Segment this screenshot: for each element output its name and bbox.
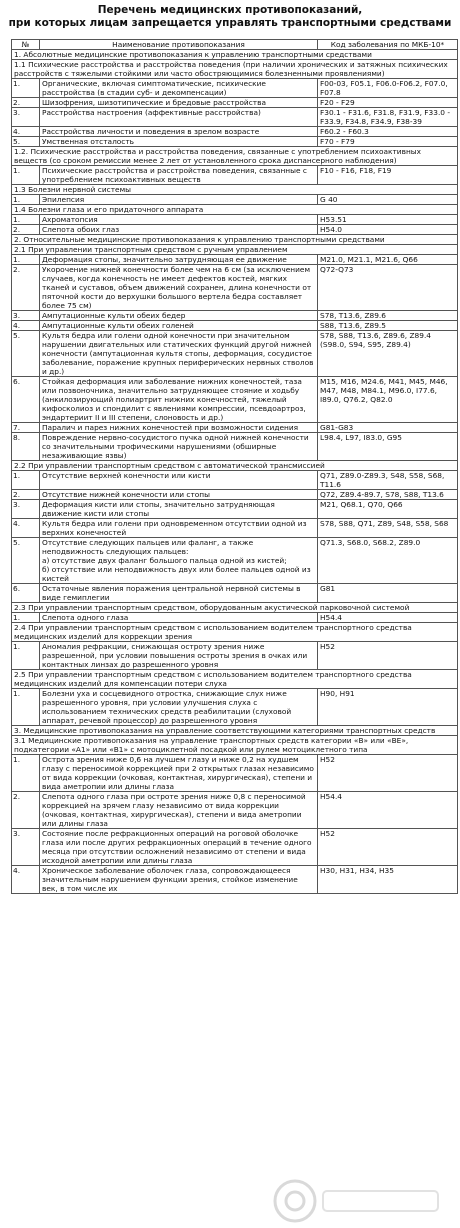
- row-number: 2.: [12, 265, 40, 311]
- icd-code: S88, T13.6, Z89.5: [318, 321, 458, 331]
- table-row: [12, 127, 458, 137]
- table-row: [12, 423, 458, 433]
- table-row: [12, 755, 458, 792]
- contraindication-name: Слепота одного глаза: [40, 613, 318, 623]
- table-row: [12, 613, 458, 623]
- section-row: [12, 185, 458, 195]
- icd-code: M15, M16, M24.6, M41, M45, M46, M47, M48, M84.1, M96.0, I77.6, I89.0, Q76.2, Q82.0: [318, 377, 458, 423]
- table-row: [12, 166, 458, 185]
- row-number: 4.: [12, 321, 40, 331]
- section-heading: 3.1 Медицинские противопоказания на управление транспортных средств категории «В» или «ВЕ», подкатегории «А1» или «В1» с мотоциклетной посадкой или рулем мотоциклетного типа: [12, 736, 458, 755]
- row-number: 2.: [12, 225, 40, 235]
- icd-code: F30.1 - F31.6, F31.8, F31.9, F33.0 - F33.9, F34.8, F34.9, F38-39: [318, 108, 458, 127]
- row-number: 1.: [12, 215, 40, 225]
- table-row: [12, 500, 458, 519]
- row-number: 6.: [12, 584, 40, 603]
- contraindication-name: Паралич и парез нижних конечностей при возможности сидения: [40, 423, 318, 433]
- contraindication-name: Психические расстройства и расстройства поведения, связанные с употреблением психоактивных веществ: [40, 166, 318, 185]
- icd-code: F00-03, F05.1, F06.0-F06.2, F07.0, F07.8: [318, 79, 458, 98]
- table-row: [12, 321, 458, 331]
- row-number: 1.: [12, 755, 40, 792]
- contraindication-name: Расстройства личности и поведения в зрелом возрасте: [40, 127, 318, 137]
- column-header-code: Код заболевания по МКБ-10*: [318, 40, 458, 50]
- icd-code: Q71, Z89.0-Z89.3, S48, S58, S68, T11.6: [318, 471, 458, 490]
- row-number: 3.: [12, 500, 40, 519]
- contraindication-name: Слепота обоих глаз: [40, 225, 318, 235]
- icd-code: Q72, Z89.4-89.7, S78, S88, T13.6: [318, 490, 458, 500]
- section-row: [12, 60, 458, 79]
- row-number: 5.: [12, 331, 40, 377]
- section-heading: 2.3 При управлении транспортным средством, оборудованным акустической парковочной системой: [12, 603, 458, 613]
- icd-code: S78, S88, Q71, Z89, S48, S58, S68: [318, 519, 458, 538]
- table-row: [12, 98, 458, 108]
- table-row: [12, 471, 458, 490]
- table-row: [12, 377, 458, 423]
- contraindication-name: Ахроматопсия: [40, 215, 318, 225]
- contraindication-name: Состояние после рефракционных операций на роговой оболочке глаза или после других рефракционных операций в течение одного месяца при отсутствии осложнений независимо от степени и вида исходной аметропии или длины глаза: [40, 829, 318, 866]
- section-heading: 2.5 При управлении транспортным средством с использованием водителем транспортного средства медицинских изделий для компенсации потери слуха: [12, 670, 458, 689]
- section-row: [12, 726, 458, 736]
- table-row: [12, 689, 458, 726]
- icd-code: H54.4: [318, 613, 458, 623]
- title-line-1: Перечень медицинских противопоказаний,: [97, 4, 363, 16]
- section-row: [12, 235, 458, 245]
- section-row: [12, 603, 458, 613]
- row-number: 6.: [12, 377, 40, 423]
- watermark-logo: [271, 1177, 446, 1225]
- table-body: [12, 50, 458, 894]
- table-row: [12, 584, 458, 603]
- table-row: [12, 331, 458, 377]
- section-heading: 3. Медицинские противопоказания на управление соответствующими категориями транспортных средств: [12, 726, 458, 736]
- section-row: [12, 461, 458, 471]
- icd-code: G 40: [318, 195, 458, 205]
- row-number: 1.: [12, 689, 40, 726]
- table-row: [12, 255, 458, 265]
- icd-code: H30, H31, H34, H35: [318, 866, 458, 894]
- row-number: 3.: [12, 108, 40, 127]
- icd-code: F60.2 - F60.3: [318, 127, 458, 137]
- table-row: [12, 137, 458, 147]
- row-number: 1.: [12, 195, 40, 205]
- icd-code: H52: [318, 755, 458, 792]
- icd-code: H52: [318, 642, 458, 670]
- icd-code: F20 - F29: [318, 98, 458, 108]
- table-row: [12, 433, 458, 461]
- row-number: 5.: [12, 538, 40, 584]
- table-row: [12, 642, 458, 670]
- row-number: 1.: [12, 166, 40, 185]
- contraindication-name: Острота зрения ниже 0,6 на лучшем глазу и ниже 0,2 на худшем глазу с переносимой коррекцией при 2 открытых глазах независимо от вида коррекции (очковая, контактная, хирургическая), степени и вида аметропии или длины глаза: [40, 755, 318, 792]
- contraindication-name: Культя бедра или голени при одновременном отсутствии одной из верхних конечностей: [40, 519, 318, 538]
- column-header-number: №: [12, 40, 40, 50]
- table-row: [12, 792, 458, 829]
- contraindication-name: Культя бедра или голени одной конечности при значительном нарушении двигательных или статических функций другой нижней конечности (ампутационная культя стопы, деформация, сосудистое заболевание, поражение крупных периферических нервных стволов и др.): [40, 331, 318, 377]
- row-number: 4.: [12, 519, 40, 538]
- section-row: [12, 245, 458, 255]
- contraindications-table: [11, 39, 458, 894]
- row-number: 2.: [12, 792, 40, 829]
- contraindication-name: Остаточные явления поражения центральной нервной системы в виде гемиплегии: [40, 584, 318, 603]
- contraindication-name: Болезни уха и сосцевидного отростка, снижающие слух ниже разрешенного уровня, при условии улучшения слуха с использованием технических средств реабилитации (слуховой аппарат, речевой процессор) до разрешенного уровня: [40, 689, 318, 726]
- icd-code: L98.4, L97, I83.0, G95: [318, 433, 458, 461]
- table-row: [12, 265, 458, 311]
- table-header-row: [12, 40, 458, 50]
- icd-code: H90, H91: [318, 689, 458, 726]
- section-heading: 1.1 Психические расстройства и расстройства поведения (при наличии хронических и затяжных психических расстройств с тяжелыми стойкими или часто обостряющимися болезненными проявлениями): [12, 60, 458, 79]
- section-heading: 1.3 Болезни нервной системы: [12, 185, 458, 195]
- watermark-graphic: [271, 1177, 446, 1225]
- row-number: 2.: [12, 98, 40, 108]
- icd-code: S78, S88, T13.6, Z89.6, Z89.4 (S98.0, S94, S95, Z89.4): [318, 331, 458, 377]
- contraindication-name: Отсутствие следующих пальцев или фаланг, а также неподвижность следующих пальцев: а) отсутствие двух фаланг большого пальца одной из кистей; б) отсутствие или неподвижность двух или более пальцев одной из кистей: [40, 538, 318, 584]
- table-row: [12, 195, 458, 205]
- section-row: [12, 147, 458, 166]
- table-row: [12, 225, 458, 235]
- icd-code: M21, Q68.1, Q70, Q66: [318, 500, 458, 519]
- row-number: 7.: [12, 423, 40, 433]
- section-heading: 2.1 При управлении транспортным средством с ручным управлением: [12, 245, 458, 255]
- icd-code: G81: [318, 584, 458, 603]
- table-row: [12, 519, 458, 538]
- row-number: 2.: [12, 490, 40, 500]
- row-number: 8.: [12, 433, 40, 461]
- contraindication-name: Слепота одного глаза при остроте зрения ниже 0,8 с переносимой коррекцией на зрячем глазу независимо от вида коррекции (очковая, контактная, хирургическая), степени и вида аметропии или длины глаза: [40, 792, 318, 829]
- contraindication-name: Повреждение нервно-сосудистого пучка одной нижней конечности со значительными трофическими нарушениями (обширные незаживающие язвы): [40, 433, 318, 461]
- section-heading: 1.4 Болезни глаза и его придаточного аппарата: [12, 205, 458, 215]
- row-number: 1.: [12, 255, 40, 265]
- row-number: 4.: [12, 127, 40, 137]
- table-row: [12, 829, 458, 866]
- row-number: 3.: [12, 829, 40, 866]
- row-number: 1.: [12, 642, 40, 670]
- contraindication-name: Отсутствие нижней конечности или стопы: [40, 490, 318, 500]
- section-row: [12, 736, 458, 755]
- contraindication-name: Умственная отсталость: [40, 137, 318, 147]
- icd-code: S78, T13.6, Z89.6: [318, 311, 458, 321]
- contraindication-name: Органические, включая симптоматические, психические расстройства (в стадии суб- и декомпенсации): [40, 79, 318, 98]
- icd-code: H54.0: [318, 225, 458, 235]
- contraindication-name: Аномалия рефракции, снижающая остроту зрения ниже разрешенной, при условии повышения остроты зрения в очках или контактных линзах до разрешенного уровня: [40, 642, 318, 670]
- section-heading: 2.2 При управлении транспортным средством с автоматической трансмиссией: [12, 461, 458, 471]
- row-number: 4.: [12, 866, 40, 894]
- document-title: [0, 0, 460, 30]
- section-heading: 1. Абсолютные медицинские противопоказания к управлению транспортными средствами: [12, 50, 458, 60]
- section-heading: 2. Относительные медицинские противопоказания к управлению транспортными средствами: [12, 235, 458, 245]
- row-number: 1.: [12, 471, 40, 490]
- contraindication-name: Эпилепсия: [40, 195, 318, 205]
- table-row: [12, 538, 458, 584]
- section-row: [12, 50, 458, 60]
- icd-code: F70 - F79: [318, 137, 458, 147]
- icd-code: Q72-Q73: [318, 265, 458, 311]
- section-heading: 2.4 При управлении транспортным средством с использованием водителем транспортного средства медицинских изделий для коррекции зрения: [12, 623, 458, 642]
- table-row: [12, 108, 458, 127]
- icd-code: M21.0, M21.1, M21.6, Q66: [318, 255, 458, 265]
- contraindication-name: Отсутствие верхней конечности или кисти: [40, 471, 318, 490]
- contraindication-name: Ампутационные культи обеих бедер: [40, 311, 318, 321]
- contraindication-name: Деформация кисти или стопы, значительно затрудняющая движение кисти или стопы: [40, 500, 318, 519]
- section-row: [12, 670, 458, 689]
- contraindication-name: Стойкая деформация или заболевание нижних конечностей, таза или позвоночника, значительно затрудняющее стояние и ходьбу (анкилозирующий полиартрит нижних конечностей, тяжелый кифосколиоз и спондилит с явлениями компрессии, псевдоартроз, эндартериит II и III степени, слоновость и др.): [40, 377, 318, 423]
- row-number: 5.: [12, 137, 40, 147]
- row-number: 1.: [12, 79, 40, 98]
- contraindication-name: Хроническое заболевание оболочек глаза, сопровождающееся значительным нарушением функции зрения, стойкое изменение век, в том числе их: [40, 866, 318, 894]
- icd-code: H54.4: [318, 792, 458, 829]
- contraindication-name: Ампутационные культи обеих голеней: [40, 321, 318, 331]
- row-number: 1.: [12, 613, 40, 623]
- icd-code: H53.51: [318, 215, 458, 225]
- section-row: [12, 205, 458, 215]
- contraindication-name: Укорочение нижней конечности более чем на 6 см (за исключением случаев, когда конечность не имеет дефектов костей, мягких тканей и суставов, объем движений сохранен, длина конечности от пяточной кости до верхушки большого вертела бедра составляет более 75 см): [40, 265, 318, 311]
- section-heading: 1.2. Психические расстройства и расстройства поведения, связанные с употреблением психоактивных веществ (со сроком ремиссии менее 2 лет от установленного срока диспансерного наблюдения): [12, 147, 458, 166]
- contraindication-name: Шизофрения, шизотипические и бредовые расстройства: [40, 98, 318, 108]
- icd-code: F10 - F16, F18, F19: [318, 166, 458, 185]
- table-row: [12, 79, 458, 98]
- row-number: 3.: [12, 311, 40, 321]
- table-row: [12, 311, 458, 321]
- icd-code: H52: [318, 829, 458, 866]
- column-header-name: Наименование противопоказания: [40, 40, 318, 50]
- title-line-2: при которых лицам запрещается управлять транспортными средствами: [8, 17, 452, 29]
- icd-code: Q71.3, S68.0, S68.2, Z89.0: [318, 538, 458, 584]
- table-row: [12, 215, 458, 225]
- contraindication-name: Деформация стопы, значительно затрудняющая ее движение: [40, 255, 318, 265]
- section-row: [12, 623, 458, 642]
- table-row: [12, 490, 458, 500]
- contraindication-name: Расстройства настроения (аффективные расстройства): [40, 108, 318, 127]
- table-row: [12, 866, 458, 894]
- icd-code: G81-G83: [318, 423, 458, 433]
